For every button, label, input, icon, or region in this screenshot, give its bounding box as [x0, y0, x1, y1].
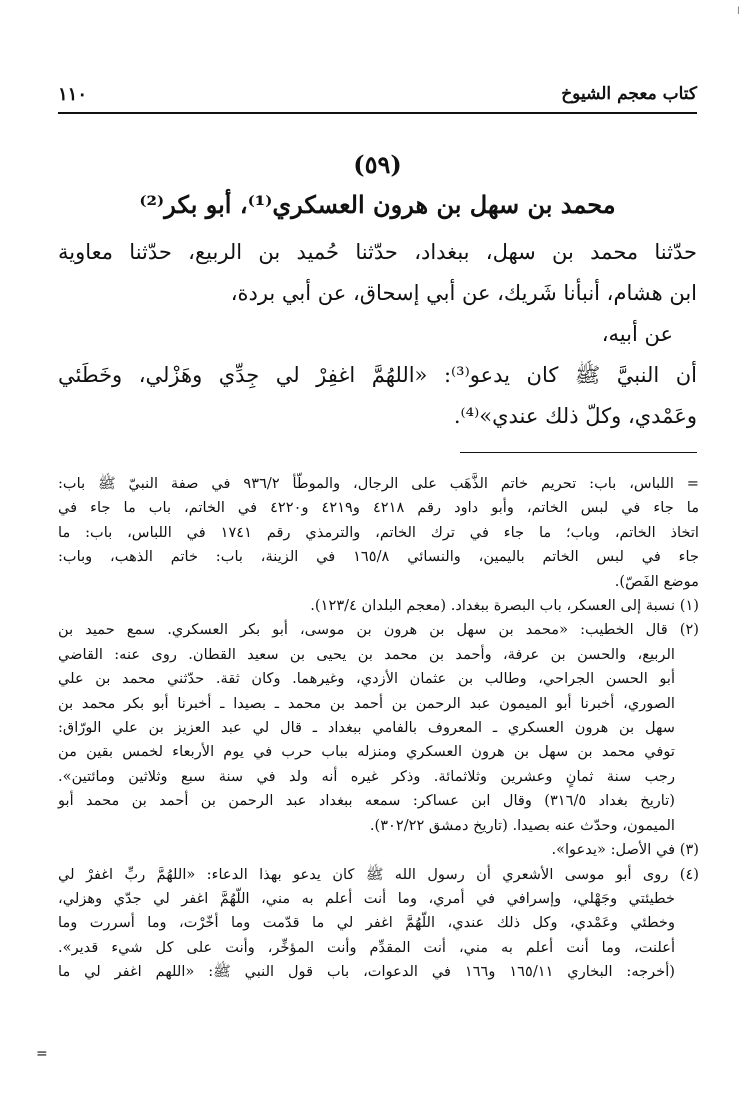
footnote-4-line: (٤) روى أبو موسى الأشعري أن رسول الله ﷺ كان يدعو بهذا الدعاء: «اللهُمَّ ربِّ اغفرْ لي — [58, 865, 699, 883]
footnote-continuation-line: موضع الفَصّ). — [614, 572, 699, 590]
running-header — [58, 80, 697, 112]
main-text — [58, 232, 697, 437]
footnote-3: (٣) في الأصل: «يدعوا». — [551, 841, 699, 859]
footnote-rule — [460, 452, 697, 453]
footnote-continuation-line: = اللباس، باب: تحريم خاتم الذَّهَب على الرجال، والموطّأ ٩٣٦/٢ في صفة النبيّ ﷺ باب: — [58, 475, 700, 492]
footnote-2-line: رجب سنة ثمانٍ وعشرين وثلاثمائة. وذكر غيره أنه ولد في سنة سبع وثلاثين ومائتين». — [58, 767, 675, 785]
footnote-4-line: خطيئتي وجَهْلي، وإسرافي في أمري، وما أنت أعلم به مني، اللّهُمَّ اغفر لي جدّي وهزلي، — [58, 889, 675, 907]
footnote-4-line: وخطئي وعَمْدي، وكل ذلك عندي، اللّهُمَّ اغفر لي ما قدّمت وما أخّرْت، وما أسررت وما — [58, 914, 675, 932]
footnote-continuation-line: جاء في لبس الخاتم باليمين، والنسائي ١٦٥/٨ في الزينة، باب: خاتم الذهب، وباب: — [58, 548, 699, 566]
main-text-line: حدّثنا محمد بن سهل، ببغداد، حدّثنا حُميد بن الربيع، حدّثنا معاوية — [58, 240, 697, 264]
footnote-2-line: توفي محمد بن سهل بن هرون العسكري ومنزله بباب حرب في يوم الأربعاء لخمس بقين من — [58, 743, 675, 761]
footnote-continuation-line: ما جاء في لبس الخاتم، وأبو داود رقم ٤٢١٨ و٤٢١٩ و٤٢٢٠ في الخاتم، باب ما جاء في — [58, 499, 700, 517]
main-text-line: وعَمْدي، وكلّ ذلك عندي»⁽⁴⁾. — [453, 404, 697, 428]
footnotes — [58, 472, 699, 985]
page-number: ١١٠ — [58, 84, 88, 105]
footnote-2-line: سهل بن هرون العسكري ـ المعروف بالفامي ببغداد ـ قال لي عبد العزيز بن علي الورّاق: — [58, 719, 675, 737]
main-text-line: عن أبيه، — [601, 322, 673, 346]
entry-number: (٥٩) — [353, 150, 402, 179]
footnote-2-line: الميمون، وحدّث عنه بصيدا. (تاريخ دمشق ٣٠٢/٢٢). — [369, 816, 675, 834]
continuation-mark: = — [36, 1046, 48, 1062]
footnote-4-line: أعلنت، وما أنت أعلم به مني، أنت المقدِّم وأنت المؤخِّر، وأنت على كل شيء قدير». — [58, 938, 675, 956]
footnote-2-line: (٢) قال الخطيب: «محمد بن سهل بن هرون بن موسى، أبو بكر العسكري. سمع حميد بن — [58, 621, 699, 639]
footnote-2-line: الصوري، أخبرنا أبو الميمون عبد الرحمن بن أحمد بن محمد ـ بصيدا ـ أخبرنا أبو بكر محمد بن — [58, 694, 675, 712]
page-corner-mark: ا — [737, 6, 740, 17]
entry-title: محمد بن سهل بن هرون العسكري⁽¹⁾، أبو بكر⁽²⁾ — [139, 190, 616, 219]
main-text-line: أن النبيَّ ﷺ كان يدعو⁽³⁾: «اللهُمَّ اغفِرْ لي جِدِّي وهَزْلي، وخَطَئي — [58, 363, 697, 387]
footnote-2-line: الربيع، والحسن بن عرفة، وأحمد بن محمد بن يحيى بن سعيد القطان. روى عنه: القاضي — [58, 645, 675, 663]
footnote-1: (١) نسبة إلى العسكر، باب البصرة ببغداد. (معجم البلدان ١٢٣/٤). — [310, 597, 699, 615]
footnote-4-line: (أخرجه: البخاري ١٦٥/١١ و١٦٦ في الدعوات، باب قول النبي ﷺ: «اللهم اغفر لي ما — [58, 963, 675, 981]
footnote-continuation-line: اتخاذ الخاتم، وباب؛ ما جاء في ترك الخاتم، والترمذي رقم ١٧٤١ في اللباس، باب: ما — [58, 523, 699, 541]
running-header-title: كتاب معجم الشيوخ — [561, 84, 697, 104]
main-text-line: ابن هشام، أنبأنا شَريك، عن أبي إسحاق، عن أبي بردة، — [230, 281, 697, 305]
header-rule — [58, 112, 697, 114]
footnote-2-line: (تاريخ بغداد ٣١٦/٥) وقال ابن عساكر: سمعه ببغداد عبد الرحمن بن أحمد بن محمد أبو — [58, 792, 676, 810]
footnote-2-line: أبو الحسن الجراحي، وطالب بن عثمان الأزدي، وغيرهما. وكان ثقة. حدّثني محمد بن علي — [58, 670, 675, 688]
